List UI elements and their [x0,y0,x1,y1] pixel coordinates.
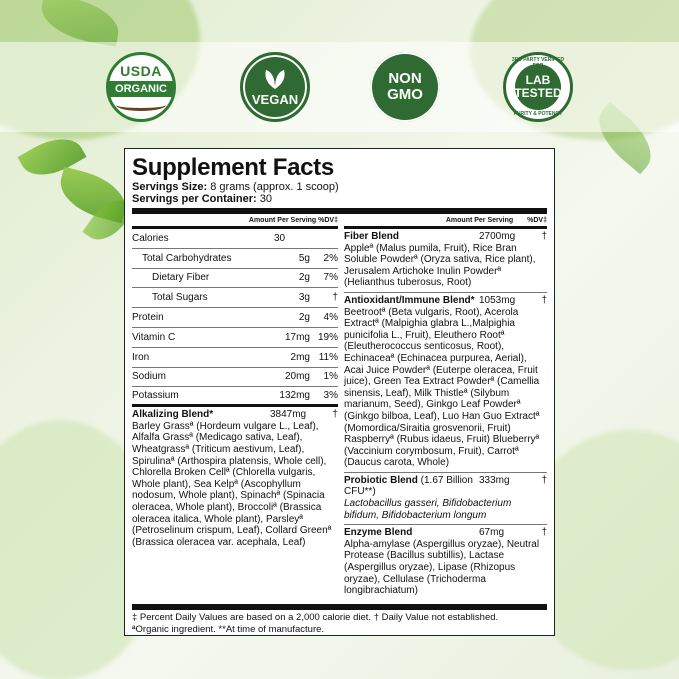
blend-ingredients: Appleª (Malus pumila, Fruit), Rice Bran Soluble Powderª (Oryza sativa, Rice plant), Jerusalem Artichoke Inulin Powderª (Helianthus tuberosus, Root) [343,242,536,289]
nutrient-amount: 3g [298,292,310,304]
blend-dv: † [541,527,547,539]
non-text: NON [388,70,422,87]
blend-cfu: (1.67 Billion CFU**) [343,474,473,498]
blend-name: Fiber Blend [343,231,399,242]
nutrient-amount: 132mg [279,390,310,402]
footnote-dv: ‡ Percent Daily Values are based on a 2,000 calorie diet. † Daily Value not established. [132,611,499,623]
nutrient-name: Total Sugars [152,292,208,304]
serving-size-label: Servings Size: [132,181,208,193]
servings-value: 30 [256,193,272,205]
enzyme-blend [344,525,547,600]
serving-size-value: 8 grams (approx. 1 scoop) [207,181,339,193]
vegan-text: VEGAN [251,91,299,107]
blend-name-wrap [344,475,479,498]
nutrient-name: Sodium [132,371,166,383]
blend-dv: † [541,294,547,306]
blend-header [344,295,547,307]
blend-ingredients: Alpha-amylase (Aspergillus oryzae), Neutral Protease (Bacillus subtillis), Lactase (Aspergillus oryzae), Lipase (Rhizopus oryzae), Cellulase (Trichoderma longibrachiatum) [343,538,540,597]
lab-text: LAB [525,73,551,87]
blend-ingredients: Lactobacillus gasseri, Bifidobacterium bifidum, Bifidobacterium longum [343,498,512,521]
nutrient-row [132,387,338,407]
nutrient-name: Potassium [132,390,179,402]
blend-header [344,231,547,243]
lab-inner-circle [515,64,561,110]
nutrient-row [132,328,338,348]
blend-ingredients: Barley Grassª (Hordeum vulgare L., Leaf), Alfalfa Grassª (Medicago sativa, Leaf), Wheatgrassª (Triticum aestivum, Leaf), Spirulinaª (Arthospira platensis, Whole cell), Chlorella Broken Cellª (Chlorella vulgaris, Whole plant), Sea Kelpª (Ascophyllum nodosum, Whole plant), Spinachª (Spinacia oleracea, Whole plant), Broccoliª (Brassica oleracea italica, Whole plant), Parsleyª (Petroselinum crispum, Leaf), Collard Greenª (Brassica oleracea var. acephala, Leaf) [132,420,332,548]
nutrient-name: Calories [132,232,169,244]
nutrient-amount: 5g [298,252,310,264]
blend-header [344,527,547,539]
nutrient-amount: 2g [298,272,310,284]
blend-amount: 67mg [479,527,505,539]
nutrient-dv: † [332,292,338,304]
nutrient-row [132,269,338,289]
nutrient-amount: 30 [273,232,286,244]
blend-dv: † [541,474,547,486]
badge-band [0,42,679,132]
servings-per-container [132,193,547,205]
nutrient-row [132,348,338,368]
usda-text: USDA [120,63,162,79]
gmo-text: GMO [387,86,423,103]
lab-tested-badge [503,52,573,122]
amount-header: Amount Per Serving [445,217,514,224]
blend-header [344,475,547,498]
nutrient-row [132,288,338,308]
blend-amount: 333mg [479,474,510,486]
nutrient-name: Iron [132,351,150,363]
nutrient-amount: 2g [298,312,310,324]
servings-label: Servings per Container: [132,193,257,205]
footnote-organic: ªOrganic ingredient. **At time of manufacture. [132,623,325,635]
nutrient-dv: 7% [323,272,338,284]
vegan-badge [240,52,310,122]
divider-thick [132,208,547,214]
fiber-blend [344,229,547,293]
nutrient-amount: 20mg [284,371,310,383]
nutrient-row [132,368,338,388]
nutrient-amount: 17mg [284,331,310,343]
nutrient-amount: 2mg [290,351,310,363]
right-column [344,215,547,600]
left-column-header: Amount Per Serving %DV‡ [132,215,338,229]
probiotic-blend [344,473,547,525]
nutrient-name: Total Carbohydrates [142,252,232,264]
tested-text: TESTED [514,86,562,100]
nutrient-dv: 4% [323,312,338,324]
blend-amount: 1053mg [479,294,516,306]
nutrient-dv: 3% [323,390,338,402]
alkalizing-blend [132,407,338,551]
blend-amount: 2700mg [479,231,516,242]
serving-size [132,181,547,193]
blend-dv: † [332,409,338,421]
nutrient-name: Vitamin C [132,331,176,343]
usda-organic-badge [106,52,176,122]
blend-amount: 3847mg [269,409,307,421]
nutrient-row [132,308,338,328]
lab-ring-bottom-text: PURITY & POTENCY [513,111,563,117]
blend-name: Antioxidant/Immune Blend* [343,294,475,306]
blend-name: Alkalizing Blend* [132,409,214,421]
supplement-facts-panel [124,148,555,636]
left-column [132,215,338,600]
nutrient-dv: 11% [318,351,338,363]
field-icon [116,99,166,111]
blend-header [132,409,338,421]
nutrient-row [132,249,338,269]
leaf-icon [262,68,288,90]
nutrient-name: Protein [132,312,164,324]
dv-header: %DV‡ [527,217,547,224]
nutrient-dv: 2% [323,252,338,264]
nutrient-dv: 1% [323,371,338,383]
blend-name: Enzyme Blend [343,527,413,539]
nutrient-dv: 19% [317,331,338,343]
blend-ingredients: Beetrootª (Beta vulgaris, Root), Acerola Extractª (Malpighia glabra L.,Malpighia punicifolia L., Fruit), Eleuthero Rootª (Eleutherococcus senticosus, Root), Echinaceaª (Echinacea purpurea, Aerial), Acai Juice Powderª (Euterpe oleracea, Fruit juice), Green Tea Extract Powderª (Camellia sinensis, Leaf), Milk Thistleª (Silybum marianum, Seed), Ginkgo Leaf Powderª (Ginkgo bilboa, Leaf), Luo Han Guo Extractª (Momordica/Siraitia grosvenorii, Fruit) Raspberryª (Rubus idaeus, Fruit) Blueberryª (Vaccinium corymbosum, Fruit), Carrotª (Daucus carota, Whole) [343,306,540,469]
nutrient-row-calories [132,229,338,249]
blend-name: Probiotic Blend [343,474,418,486]
organic-text: ORGANIC [109,81,173,97]
antioxidant-blend [344,293,547,473]
nutrient-name: Dietary Fiber [152,272,210,284]
panel-title: Supplement Facts [132,154,334,181]
blend-dv: † [541,231,547,242]
divider-thick-footer [132,604,547,610]
lab-ring-top-text: 3RD PARTY VERIFIED FOR [511,57,565,69]
non-gmo-badge [370,52,440,122]
right-column-header [344,215,547,229]
